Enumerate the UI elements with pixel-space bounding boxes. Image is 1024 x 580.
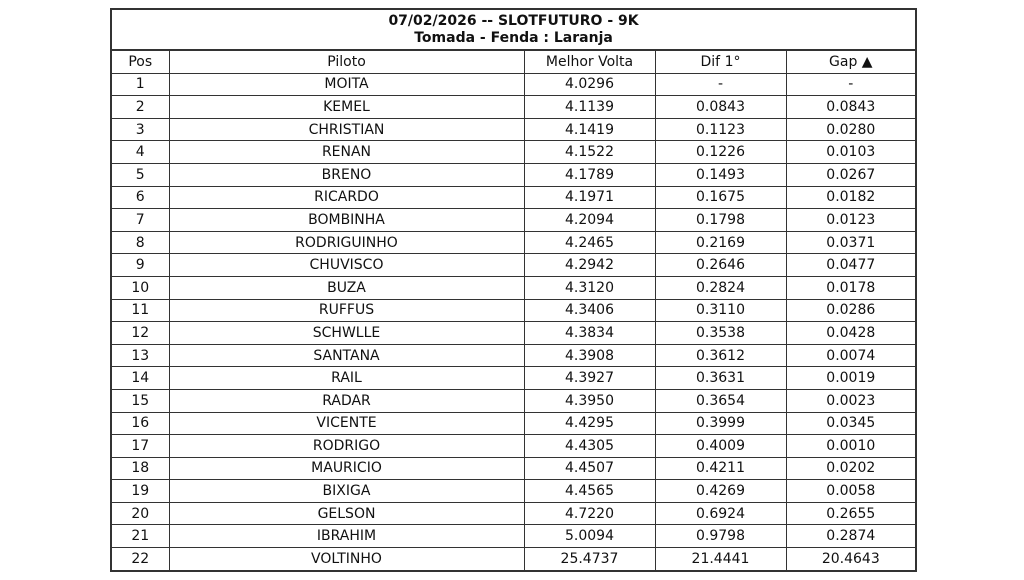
- cell-melhor-volta: 4.4565: [524, 480, 655, 503]
- header-dif[interactable]: Dif 1°: [655, 50, 786, 73]
- cell-piloto: CHRISTIAN: [169, 118, 524, 141]
- cell-melhor-volta: 4.3950: [524, 389, 655, 412]
- cell-melhor-volta: 4.7220: [524, 502, 655, 525]
- cell-melhor-volta: 4.3908: [524, 344, 655, 367]
- header-pos[interactable]: Pos: [111, 50, 169, 73]
- cell-melhor-volta: 4.1971: [524, 186, 655, 209]
- table-row: [111, 276, 916, 299]
- cell-piloto: SANTANA: [169, 344, 524, 367]
- cell-melhor-volta: 4.0296: [524, 73, 655, 96]
- cell-piloto: RODRIGO: [169, 435, 524, 458]
- cell-gap: -: [786, 73, 916, 96]
- cell-dif: 0.2646: [655, 254, 786, 277]
- cell-piloto: KEMEL: [169, 96, 524, 119]
- cell-dif: 0.2169: [655, 231, 786, 254]
- cell-pos: 7: [111, 209, 169, 232]
- title-line-1: 07/02/2026 -- SLOTFUTURO - 9K: [388, 13, 639, 29]
- cell-melhor-volta: 4.4295: [524, 412, 655, 435]
- cell-gap: 0.0178: [786, 276, 916, 299]
- cell-gap: 0.0023: [786, 389, 916, 412]
- cell-pos: 1: [111, 73, 169, 96]
- table-row: [111, 118, 916, 141]
- cell-piloto: VICENTE: [169, 412, 524, 435]
- header-melhor-volta[interactable]: Melhor Volta: [524, 50, 655, 73]
- table-row: [111, 254, 916, 277]
- header-gap-sorted[interactable]: Gap ▲: [786, 50, 916, 73]
- cell-piloto: BIXIGA: [169, 480, 524, 503]
- cell-gap: 0.0267: [786, 163, 916, 186]
- cell-melhor-volta: 4.3927: [524, 367, 655, 390]
- cell-melhor-volta: 25.4737: [524, 548, 655, 571]
- cell-piloto: SCHWLLE: [169, 322, 524, 345]
- cell-gap: 0.0428: [786, 322, 916, 345]
- cell-dif: 0.3654: [655, 389, 786, 412]
- table-row: [111, 389, 916, 412]
- table-row: [111, 435, 916, 458]
- cell-gap: 0.0477: [786, 254, 916, 277]
- cell-dif: 0.6924: [655, 502, 786, 525]
- cell-piloto: CHUVISCO: [169, 254, 524, 277]
- cell-dif: 0.4269: [655, 480, 786, 503]
- cell-dif: 0.1675: [655, 186, 786, 209]
- cell-pos: 12: [111, 322, 169, 345]
- cell-gap: 0.0843: [786, 96, 916, 119]
- cell-dif: 0.1226: [655, 141, 786, 164]
- results-table: [110, 8, 917, 572]
- table-row: [111, 299, 916, 322]
- cell-piloto: GELSON: [169, 502, 524, 525]
- cell-pos: 2: [111, 96, 169, 119]
- cell-gap: 0.0074: [786, 344, 916, 367]
- table-row: [111, 457, 916, 480]
- table-row: [111, 209, 916, 232]
- cell-piloto: BRENO: [169, 163, 524, 186]
- results-body: [111, 73, 916, 571]
- table-row: [111, 231, 916, 254]
- cell-gap: 0.2874: [786, 525, 916, 548]
- cell-dif: 0.1123: [655, 118, 786, 141]
- cell-gap: 20.4643: [786, 548, 916, 571]
- cell-pos: 14: [111, 367, 169, 390]
- cell-gap: 0.0280: [786, 118, 916, 141]
- cell-dif: 0.9798: [655, 525, 786, 548]
- cell-dif: 0.3538: [655, 322, 786, 345]
- cell-piloto: BOMBINHA: [169, 209, 524, 232]
- table-row: [111, 344, 916, 367]
- cell-dif: 0.2824: [655, 276, 786, 299]
- cell-melhor-volta: 4.1789: [524, 163, 655, 186]
- cell-dif: -: [655, 73, 786, 96]
- cell-piloto: RICARDO: [169, 186, 524, 209]
- cell-dif: 0.1798: [655, 209, 786, 232]
- table-row: [111, 412, 916, 435]
- cell-pos: 9: [111, 254, 169, 277]
- cell-pos: 5: [111, 163, 169, 186]
- cell-gap: 0.2655: [786, 502, 916, 525]
- cell-piloto: VOLTINHO: [169, 548, 524, 571]
- cell-melhor-volta: 4.1139: [524, 96, 655, 119]
- cell-melhor-volta: 4.4507: [524, 457, 655, 480]
- cell-dif: 0.1493: [655, 163, 786, 186]
- header-piloto[interactable]: Piloto: [169, 50, 524, 73]
- cell-melhor-volta: 4.1419: [524, 118, 655, 141]
- cell-pos: 18: [111, 457, 169, 480]
- cell-dif: 0.4211: [655, 457, 786, 480]
- cell-gap: 0.0182: [786, 186, 916, 209]
- cell-piloto: RAIL: [169, 367, 524, 390]
- cell-gap: 0.0103: [786, 141, 916, 164]
- table-row: [111, 502, 916, 525]
- cell-pos: 19: [111, 480, 169, 503]
- cell-dif: 0.3999: [655, 412, 786, 435]
- cell-dif: 0.3612: [655, 344, 786, 367]
- table-row: [111, 548, 916, 571]
- cell-melhor-volta: 4.3120: [524, 276, 655, 299]
- cell-pos: 17: [111, 435, 169, 458]
- cell-piloto: IBRAHIM: [169, 525, 524, 548]
- cell-pos: 22: [111, 548, 169, 571]
- table-row: [111, 96, 916, 119]
- cell-dif: 21.4441: [655, 548, 786, 571]
- cell-melhor-volta: 4.4305: [524, 435, 655, 458]
- cell-pos: 20: [111, 502, 169, 525]
- cell-piloto: RODRIGUINHO: [169, 231, 524, 254]
- cell-melhor-volta: 5.0094: [524, 525, 655, 548]
- table-title: [111, 9, 916, 50]
- cell-pos: 13: [111, 344, 169, 367]
- cell-piloto: RADAR: [169, 389, 524, 412]
- cell-pos: 3: [111, 118, 169, 141]
- cell-dif: 0.3631: [655, 367, 786, 390]
- table-row: [111, 525, 916, 548]
- cell-melhor-volta: 4.2094: [524, 209, 655, 232]
- title-row: [111, 9, 916, 50]
- cell-melhor-volta: 4.3406: [524, 299, 655, 322]
- cell-melhor-volta: 4.2465: [524, 231, 655, 254]
- table-row: [111, 480, 916, 503]
- cell-piloto: MOITA: [169, 73, 524, 96]
- cell-melhor-volta: 4.3834: [524, 322, 655, 345]
- cell-pos: 11: [111, 299, 169, 322]
- cell-piloto: RENAN: [169, 141, 524, 164]
- cell-pos: 10: [111, 276, 169, 299]
- cell-pos: 4: [111, 141, 169, 164]
- cell-dif: 0.3110: [655, 299, 786, 322]
- cell-pos: 15: [111, 389, 169, 412]
- cell-gap: 0.0202: [786, 457, 916, 480]
- cell-piloto: RUFFUS: [169, 299, 524, 322]
- cell-gap: 0.0123: [786, 209, 916, 232]
- cell-gap: 0.0010: [786, 435, 916, 458]
- cell-gap: 0.0371: [786, 231, 916, 254]
- table-row: [111, 186, 916, 209]
- table-row: [111, 367, 916, 390]
- cell-piloto: BUZA: [169, 276, 524, 299]
- results-container: [110, 8, 915, 572]
- table-row: [111, 322, 916, 345]
- cell-gap: 0.0345: [786, 412, 916, 435]
- cell-pos: 21: [111, 525, 169, 548]
- cell-pos: 8: [111, 231, 169, 254]
- table-row: [111, 141, 916, 164]
- table-row: [111, 163, 916, 186]
- cell-gap: 0.0019: [786, 367, 916, 390]
- cell-melhor-volta: 4.2942: [524, 254, 655, 277]
- title-line-2: Tomada - Fenda : Laranja: [414, 30, 613, 46]
- header-row: [111, 50, 916, 73]
- cell-pos: 6: [111, 186, 169, 209]
- cell-dif: 0.0843: [655, 96, 786, 119]
- cell-dif: 0.4009: [655, 435, 786, 458]
- cell-pos: 16: [111, 412, 169, 435]
- table-row: [111, 73, 916, 96]
- cell-melhor-volta: 4.1522: [524, 141, 655, 164]
- cell-piloto: MAURICIO: [169, 457, 524, 480]
- cell-gap: 0.0058: [786, 480, 916, 503]
- cell-gap: 0.0286: [786, 299, 916, 322]
